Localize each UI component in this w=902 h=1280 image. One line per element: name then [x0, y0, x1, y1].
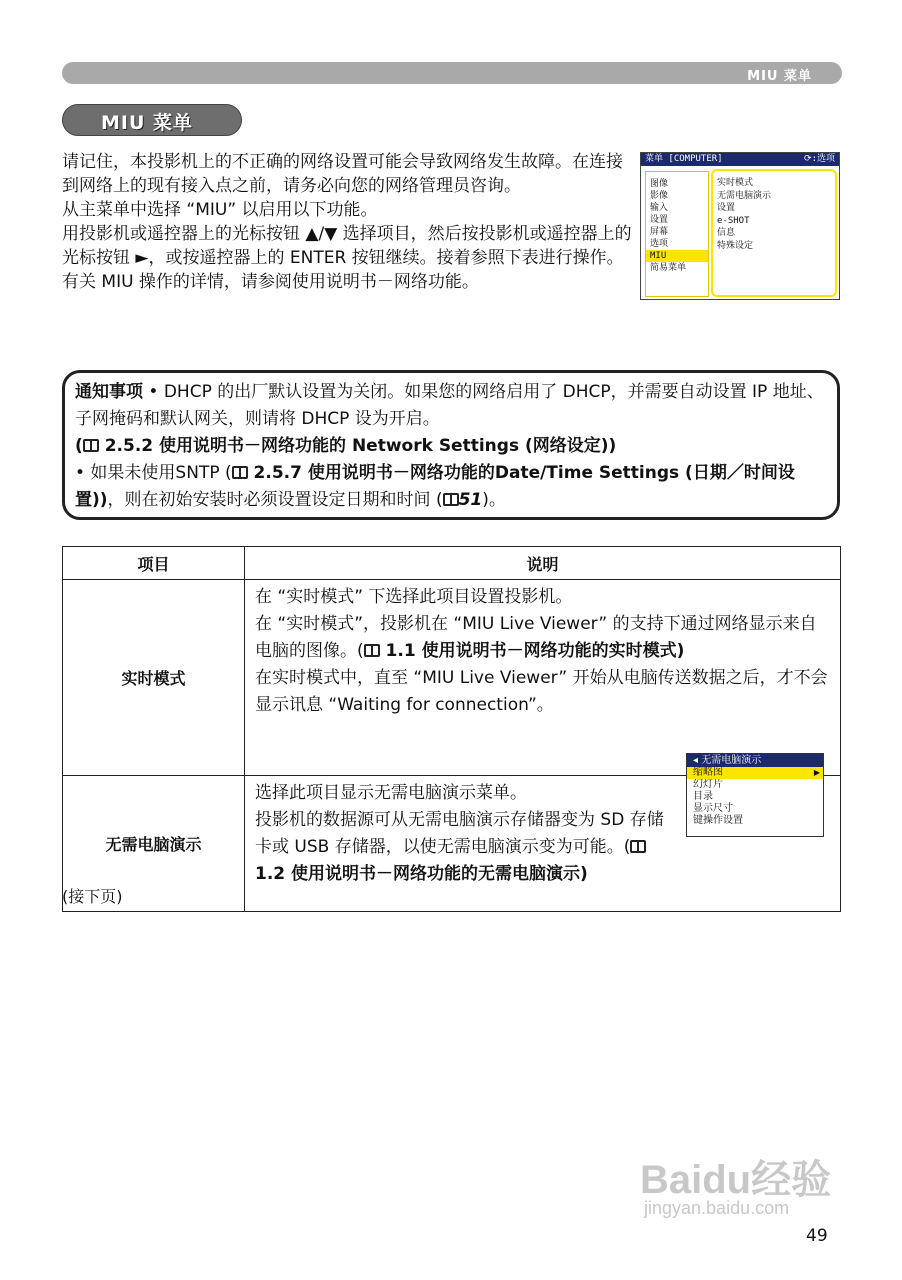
desc-line: 在 “实时模式”，投影机在 “MIU Live Viewer” 的支持下通过网络显示来自电脑的图像。(: [255, 614, 817, 661]
table-item-cell: 无需电脑演示: [63, 776, 245, 912]
book-icon: [364, 644, 380, 657]
mini-menu-item: 幻灯片: [693, 779, 723, 790]
section-title: MIU 菜单: [101, 112, 194, 134]
mini-menu-item: 显示尺寸: [693, 803, 733, 814]
main-menu-screenshot: [640, 152, 840, 300]
mini-menu-item-selected: 缩略图 ▶: [687, 767, 823, 779]
menu-right-column: [711, 169, 837, 297]
header-tab-label: MIU 菜单: [747, 69, 812, 84]
desc-reference: 1.1 使用说明书－网络功能的实时模式): [379, 641, 685, 661]
notice-line: )。: [482, 490, 506, 510]
menu-option-hint: ⟳:选项: [804, 154, 835, 164]
submenu-item: 无需电脑演示: [717, 190, 772, 201]
desc-reference: 1.2 使用说明书－网络功能的无需电脑演示): [255, 864, 588, 884]
notice-line: • 如果未使用SNTP (: [75, 463, 232, 483]
menu-item: 简易菜单: [650, 263, 687, 273]
section-title-pill: [62, 104, 242, 136]
submenu-item: e-SHOT: [717, 215, 750, 226]
presentation-menu-screenshot: [686, 753, 824, 837]
mini-menu-item: 目录: [693, 791, 713, 802]
page-reference: 51: [458, 490, 483, 510]
menu-title: 菜单 [COMPUTER]: [645, 154, 723, 164]
notice-box: [62, 370, 840, 520]
notice-label: 通知事项: [75, 382, 143, 402]
intro-paragraph: 有关 MIU 操作的详情，请参阅使用说明书－网络功能。: [62, 272, 479, 292]
header-bar: [62, 62, 842, 84]
desc-line: 在 “实时模式” 下选择此项目设置投影机。: [255, 587, 573, 607]
menu-item: 输入: [650, 203, 669, 213]
mini-menu-item: 键操作设置: [693, 815, 743, 826]
intro-paragraph: 请记住，本投影机上的不正确的网络设置可能会导致网络发生故障。在连接到网络上的现有接入点之前，请务必向您的网络管理员咨询。: [62, 152, 623, 196]
menu-item: 影像: [650, 191, 669, 201]
menu-item-selected: MIU: [646, 250, 708, 262]
notice-ref-open: (: [75, 436, 83, 456]
menu-item: 图像: [650, 179, 669, 189]
spec-table: [62, 546, 841, 912]
submenu-item: 信息: [717, 228, 736, 238]
intro-paragraph: 从主菜单中选择 “MIU” 以启用以下功能。: [62, 200, 378, 220]
mini-menu-title: ◂ 无需电脑演示: [687, 754, 823, 767]
intro-paragraph: 用投影机或遥控器上的光标按钮 ▲/▼ 选择项目，然后按投影机或遥控器上的光标按钮 ►，或按遥控器上的 ENTER 按钮继续。接着参照下表进行操作。: [62, 224, 632, 268]
desc-line: 选择此项目显示无需电脑演示菜单。: [255, 783, 527, 803]
table-header-item: 项目: [63, 547, 245, 580]
menu-item: 选项: [650, 239, 669, 249]
desc-line: 在实时模式中，直至 “MIU Live Viewer” 开始从电脑传送数据之后，才不会显示讯息 “Waiting for connection”。: [255, 668, 828, 715]
table-header-row: [63, 547, 841, 580]
book-icon: [232, 466, 248, 479]
notice-reference: 2.5.7 使用说明书－网络功能的Date/Time Settings (日期／时间设置)): [75, 463, 795, 510]
notice-reference: 2.5.2 使用说明书－网络功能的 Network Settings (网络设定)): [98, 436, 617, 456]
notice-line: ，则在初始安装时必须设置设定日期和时间 (: [107, 490, 443, 510]
book-icon: [443, 493, 459, 506]
table-header-desc: 说明: [245, 547, 841, 580]
intro-text: [62, 150, 632, 294]
page-number: 49: [806, 1226, 828, 1246]
menu-item: 屏幕: [650, 227, 669, 237]
table-row: [63, 580, 841, 776]
continued-note: (接下页): [62, 887, 123, 906]
notice-line: • DHCP 的出厂默认设置为关闭。如果您的网络启用了 DHCP，并需要自动设置 IP 地址、子网掩码和默认网关，则请将 DHCP 设为开启。: [75, 382, 824, 429]
watermark-logo: Baidu经验: [640, 1158, 832, 1202]
book-icon: [630, 840, 646, 853]
menu-left-column: [645, 171, 709, 297]
table-item-cell: 实时模式: [63, 580, 245, 776]
table-desc-cell: [245, 580, 841, 776]
submenu-item: 特殊设定: [717, 240, 754, 251]
menu-header: [641, 153, 839, 166]
book-icon: [83, 439, 99, 452]
submenu-item: 设置: [717, 203, 736, 213]
menu-item: 设置: [650, 215, 669, 225]
watermark-url: jingyan.baidu.com: [644, 1198, 790, 1218]
submenu-item: 实时模式: [717, 178, 754, 188]
desc-line: 投影机的数据源可从无需电脑演示存储器变为 SD 存储卡或 USB 存储器，以使无需电脑演示变为可能。(: [255, 810, 664, 857]
